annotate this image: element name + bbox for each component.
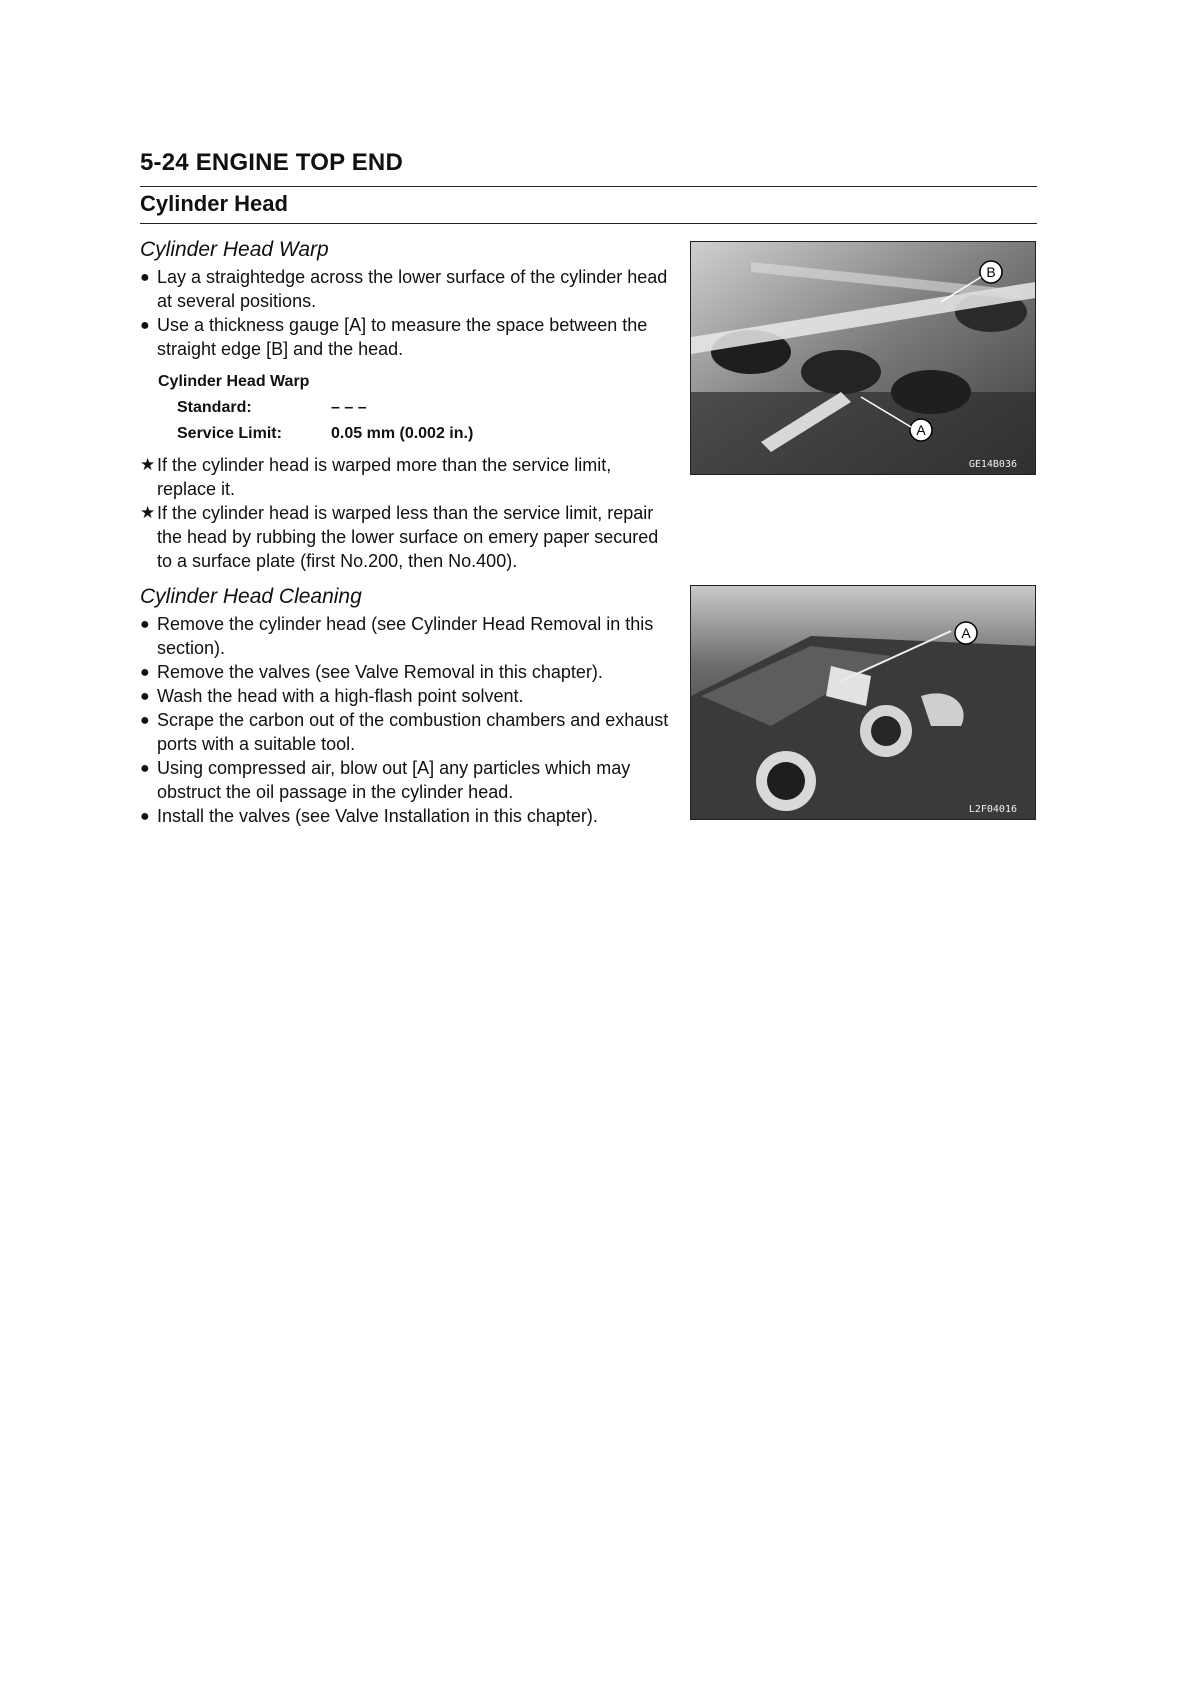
list-item: ● Wash the head with a high-flash point solvent. xyxy=(140,684,670,708)
spec-row-limit: Service Limit: 0.05 mm (0.002 in.) xyxy=(177,425,474,442)
list-item: ● Scrape the carbon out of the combustion chambers and exhaust ports with a suitable tool. xyxy=(140,710,669,754)
label-b: B xyxy=(986,264,996,280)
photo-code: L2F04016 xyxy=(968,804,1017,815)
bullet-icon: ● xyxy=(140,688,150,705)
warp-photo xyxy=(690,241,1036,475)
bullet-icon: ● xyxy=(140,317,150,334)
list-item: ● Use a thickness gauge [A] to measure the space between the straight edge [B] and the head. xyxy=(140,315,648,359)
list-item: ● Install the valves (see Valve Installation in this chapter). xyxy=(140,804,670,828)
star-icon: ★ xyxy=(140,455,156,474)
cleaning-heading: Cylinder Head Cleaning xyxy=(140,585,362,608)
bullet-icon: ● xyxy=(140,269,150,286)
list-item: ● Remove the valves (see Valve Removal in this chapter). xyxy=(140,660,670,684)
spec-row-standard: Standard: – – – xyxy=(177,399,367,416)
warp-heading: Cylinder Head Warp xyxy=(140,238,329,261)
list-item: ● Lay a straightedge across the lower surface of the cylinder head at several positions. xyxy=(140,267,668,311)
bullet-icon: ● xyxy=(140,808,150,825)
list-item: ★ If the cylinder head is warped less than the service limit, repair the head by rubbing the lower surface on emery paper secured to a surface plate (first No.200, then No.400). xyxy=(140,503,659,571)
section-rule xyxy=(140,223,1037,224)
page-header xyxy=(140,148,1040,178)
star-icon: ★ xyxy=(140,503,156,522)
section-title: Cylinder Head xyxy=(140,191,288,216)
cleaning-section xyxy=(140,584,670,828)
label-a: A xyxy=(961,625,971,641)
cleaning-photo xyxy=(690,585,1036,820)
header-rule xyxy=(140,186,1037,187)
bullet-icon: ● xyxy=(140,760,150,777)
chapter-title: 5-24 ENGINE TOP END xyxy=(140,149,403,176)
bullet-icon: ● xyxy=(140,664,150,681)
list-item: ● Remove the cylinder head (see Cylinder Head Removal in this section). xyxy=(140,614,654,658)
list-item: ● Using compressed air, blow out [A] any particles which may obstruct the oil passage in the cylinder head. xyxy=(140,758,631,802)
spec-block xyxy=(158,369,670,447)
bullet-icon: ● xyxy=(140,712,150,729)
photo-code: GE14B036 xyxy=(968,459,1017,470)
warp-section xyxy=(140,237,670,573)
list-item: ★ If the cylinder head is warped more than the service limit, replace it. xyxy=(140,455,612,499)
label-a: A xyxy=(916,422,926,438)
spec-title: Cylinder Head Warp xyxy=(158,373,310,390)
bullet-icon: ● xyxy=(140,616,150,633)
cleaning-photo-illustration xyxy=(691,586,1035,819)
warp-photo-illustration xyxy=(691,242,1035,474)
